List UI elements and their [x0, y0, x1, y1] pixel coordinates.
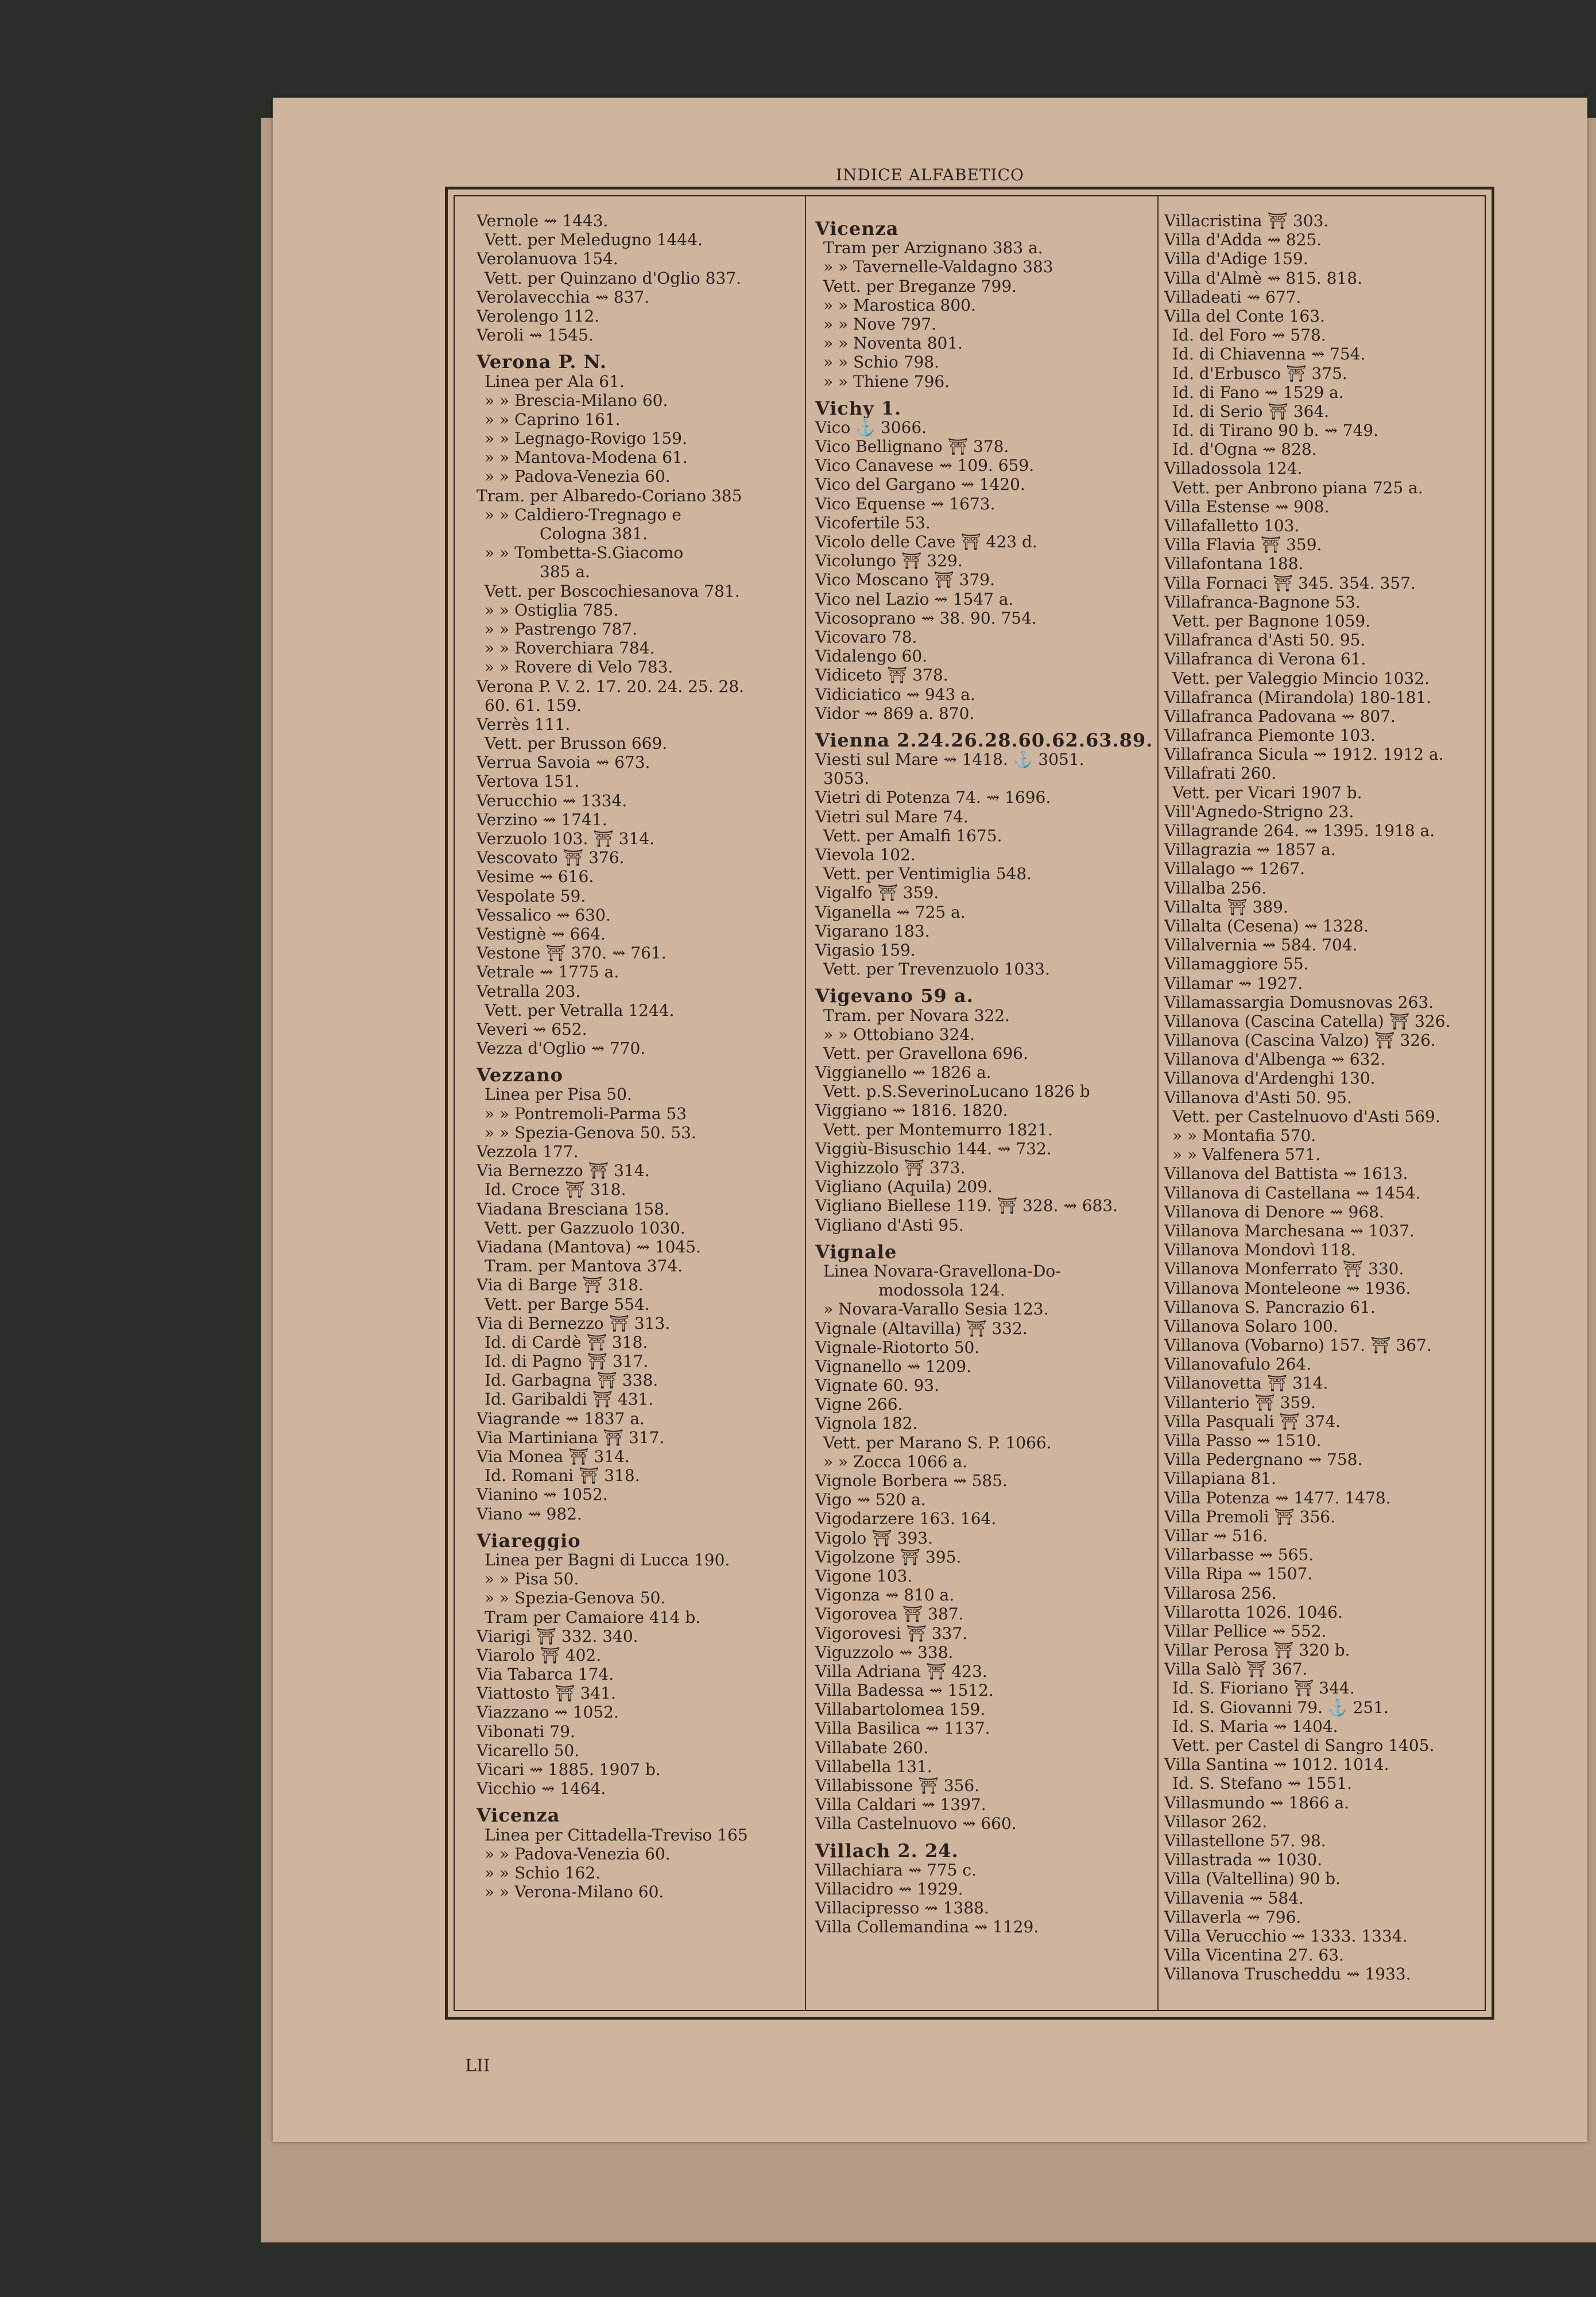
- index-entry: Viagrande ⇝ 1837 a.: [477, 1409, 645, 1428]
- index-entry: Vett. per Meledugno 1444.: [485, 230, 703, 250]
- index-entry: Vighizzolo ⛩ 373.: [815, 1158, 966, 1177]
- index-entry: Villabella 131.: [815, 1757, 932, 1776]
- index-entry: Villa Fornaci ⛩ 345. 354. 357.: [1164, 573, 1416, 593]
- index-entry: Vignale (Altavilla) ⛩ 332.: [815, 1318, 1028, 1338]
- index-entry: Villabissone ⛩ 356.: [815, 1776, 980, 1795]
- index-entry: Linea per Cittadella-Treviso 165: [485, 1825, 748, 1844]
- index-entry: 3053.: [823, 769, 870, 788]
- index-entry: Vett. per Marano S. P. 1066.: [823, 1433, 1052, 1452]
- index-entry: Via Monea ⛩ 314.: [477, 1447, 630, 1466]
- index-entry: Villafranca Piemonte 103.: [1164, 726, 1376, 745]
- index-entry: Villadossola 124.: [1164, 459, 1303, 478]
- index-entry: Vicosoprano ⇝ 38. 90. 754.: [815, 608, 1037, 628]
- index-entry: Linea per Pisa 50.: [485, 1085, 632, 1104]
- index-entry: Villa Collemandina ⇝ 1129.: [815, 1917, 1039, 1937]
- index-entry: Vigolzone ⛩ 395.: [815, 1547, 962, 1567]
- index-entry: Vianino ⇝ 1052.: [477, 1485, 608, 1505]
- index-entry: Vestignè ⇝ 664.: [477, 924, 606, 943]
- index-entry: Villanova S. Pancrazio 61.: [1164, 1297, 1376, 1317]
- index-entry: Vill'Agnedo-Strigno 23.: [1164, 802, 1354, 821]
- index-entry: Viesti sul Mare ⇝ 1418. ⚓ 3051.: [815, 750, 1084, 769]
- index-entry: Villa Badessa ⇝ 1512.: [815, 1681, 994, 1700]
- index-entry: Villanova d'Asti 50. 95.: [1164, 1088, 1352, 1107]
- index-entry: Vietri di Potenza 74. ⇝ 1696.: [815, 788, 1051, 807]
- index-entry: » » Zocca 1066 a.: [823, 1452, 968, 1471]
- index-entry: Vett. per Brusson 669.: [485, 734, 668, 753]
- index-entry: Villanovafulo 264.: [1164, 1355, 1312, 1374]
- index-entry: Vico del Gargano ⇝ 1420.: [815, 475, 1025, 494]
- index-entry: Vico Moscano ⛩ 379.: [815, 570, 995, 590]
- index-entry: modossola 124.: [878, 1281, 1005, 1300]
- index-entry: Villachiara ⇝ 775 c.: [815, 1860, 977, 1880]
- index-entry: Villa Salò ⛩ 367.: [1164, 1660, 1308, 1679]
- index-entry: Villa Verucchio ⇝ 1333. 1334.: [1164, 1926, 1408, 1946]
- index-entry: » » Schio 162.: [485, 1863, 601, 1882]
- index-entry: Vicofertile 53.: [815, 513, 931, 532]
- index-entry: Villalta ⛩ 389.: [1164, 897, 1288, 917]
- index-entry: Vignanello ⇝ 1209.: [815, 1356, 972, 1376]
- index-entry: Vett. per Boscochiesanova 781.: [485, 581, 740, 601]
- column-rule: [805, 196, 806, 2010]
- index-entry: Vett. per Montemurro 1821.: [823, 1120, 1053, 1139]
- index-heading: Vigevano 59 a.: [815, 987, 974, 1006]
- index-entry: Villa d'Adda ⇝ 825.: [1164, 230, 1322, 250]
- index-entry: Villamaggiore 55.: [1164, 954, 1309, 974]
- index-entry: » » Brescia-Milano 60.: [485, 390, 668, 410]
- index-entry: Id. d'Ogna ⇝ 828.: [1172, 440, 1317, 459]
- index-entry: Vignole Borbera ⇝ 585.: [815, 1471, 1008, 1490]
- index-entry: Villalta (Cesena) ⇝ 1328.: [1164, 916, 1369, 935]
- index-entry: Villasor 262.: [1164, 1812, 1268, 1831]
- index-entry: Vicari ⇝ 1885. 1907 b.: [477, 1760, 661, 1779]
- index-entry: Villastellone 57. 98.: [1164, 1831, 1326, 1850]
- index-entry: Id. di Serio ⛩ 364.: [1172, 401, 1330, 421]
- index-entry: Vett. per Amalfi 1675.: [823, 826, 1002, 845]
- index-entry: Viggiano ⇝ 1816. 1820.: [815, 1101, 1008, 1120]
- index-entry: » » Mantova-Modena 61.: [485, 448, 688, 467]
- index-entry: Villacristina ⛩ 303.: [1164, 211, 1329, 230]
- index-entry: Viadana Bresciana 158.: [477, 1199, 669, 1219]
- index-entry: Verolavecchia ⇝ 837.: [477, 287, 650, 307]
- index-entry: Vicolo delle Cave ⛩ 423 d.: [815, 532, 1037, 551]
- index-entry: Vico Bellignano ⛩ 378.: [815, 437, 1009, 457]
- index-entry: Vett. per Bagnone 1059.: [1172, 611, 1371, 631]
- index-entry: » » Verona-Milano 60.: [485, 1882, 664, 1902]
- index-entry: Villar ⇝ 516.: [1164, 1526, 1268, 1545]
- running-head: INDICE ALFABETICO: [836, 165, 1024, 184]
- index-frame: [445, 187, 1494, 2020]
- index-heading: Vicenza: [815, 219, 899, 239]
- index-entry: » » Pisa 50.: [485, 1569, 579, 1589]
- index-entry: » » Ottobiano 324.: [823, 1024, 975, 1044]
- index-entry: » » Tombetta-S.Giacomo: [485, 543, 684, 563]
- index-entry: Vett. per Valeggio Mincio 1032.: [1172, 668, 1430, 688]
- index-entry: Vett. per Breganze 799.: [823, 276, 1017, 296]
- index-entry: Vico ⚓ 3066.: [815, 417, 927, 437]
- index-entry: Villar Perosa ⛩ 320 b.: [1164, 1641, 1350, 1660]
- index-entry: Vett. per Quinzano d'Oglio 837.: [485, 268, 742, 288]
- index-entry: Villanova (Cascina Catella) ⛩ 326.: [1164, 1011, 1451, 1031]
- index-entry: » » Thiene 796.: [823, 372, 950, 391]
- index-entry: Villacidro ⇝ 1929.: [815, 1879, 963, 1898]
- index-entry: Villanterio ⛩ 359.: [1164, 1393, 1316, 1412]
- index-entry: Villarosa 256.: [1164, 1583, 1277, 1603]
- index-entry: Villa Potenza ⇝ 1477. 1478.: [1164, 1488, 1391, 1507]
- index-entry: Villa Estense ⇝ 908.: [1164, 497, 1330, 516]
- index-entry: Vidalengo 60.: [815, 647, 928, 666]
- index-entry: Villa Ripa ⇝ 1507.: [1164, 1564, 1313, 1584]
- index-entry: Vett. per Castel di Sangro 1405.: [1172, 1736, 1435, 1755]
- index-entry: » » Spezia-Genova 50.: [485, 1588, 666, 1608]
- index-entry: Villa Basilica ⇝ 1137.: [815, 1719, 990, 1738]
- index-entry: Villafranca (Mirandola) 180-181.: [1164, 687, 1432, 707]
- index-heading: Vienna 2.24.26.28.60.62.63.89.: [815, 730, 1153, 751]
- index-entry: Via Martiniana ⛩ 317.: [477, 1428, 665, 1447]
- index-entry: Id. di Cardè ⛩ 318.: [485, 1332, 648, 1352]
- index-entry: Villafalletto 103.: [1164, 516, 1300, 535]
- index-entry: » » Schio 798.: [823, 353, 940, 372]
- index-entry: Villa Pasquali ⛩ 374.: [1164, 1412, 1341, 1431]
- index-entry: Villanova d'Albenga ⇝ 632.: [1164, 1050, 1386, 1069]
- index-entry: Villanova Monferrato ⛩ 330.: [1164, 1259, 1404, 1279]
- index-entry: Villa d'Adige 159.: [1164, 249, 1308, 269]
- index-entry: Vicovaro 78.: [815, 627, 917, 647]
- index-entry: Id. Romani ⛩ 318.: [485, 1466, 640, 1486]
- index-entry: Vigliano Biellese 119. ⛩ 328. ⇝ 683.: [815, 1196, 1118, 1216]
- book-page: [273, 98, 1587, 2142]
- index-entry: Vidiceto ⛩ 378.: [815, 666, 948, 685]
- index-entry: Villalvernia ⇝ 584. 704.: [1164, 935, 1358, 955]
- index-entry: Verucchio ⇝ 1334.: [477, 791, 627, 810]
- index-entry: Vignola 182.: [815, 1414, 918, 1433]
- index-entry: Via Bernezzo ⛩ 314.: [477, 1161, 650, 1181]
- index-entry: » » Caldiero-Tregnago e: [485, 505, 681, 524]
- index-heading: Villach 2. 24.: [815, 1841, 959, 1861]
- index-entry: Id. Croce ⛩ 318.: [485, 1180, 626, 1200]
- index-entry: Vernole ⇝ 1443.: [477, 211, 609, 230]
- index-entry: Linea Novara-Gravellona-Do-: [823, 1261, 1061, 1281]
- index-entry: » » Valfenera 571.: [1172, 1145, 1321, 1165]
- index-entry: Viano ⇝ 982.: [477, 1504, 582, 1523]
- index-entry: Villa d'Almè ⇝ 815. 818.: [1164, 268, 1362, 288]
- index-entry: » Novara-Varallo Sesia 123.: [823, 1300, 1049, 1319]
- index-entry: Vett. per Castelnuovo d'Asti 569.: [1172, 1107, 1440, 1126]
- index-entry: Villafranca-Bagnone 53.: [1164, 592, 1361, 612]
- index-entry: Verrua Savoia ⇝ 673.: [477, 753, 650, 772]
- index-entry: Villa Passo ⇝ 1510.: [1164, 1431, 1322, 1450]
- index-entry: Villadeati ⇝ 677.: [1164, 287, 1301, 307]
- index-entry: Villa Flavia ⛩ 359.: [1164, 535, 1322, 555]
- index-entry: 60. 61. 159.: [485, 695, 582, 715]
- index-entry: Verolanuova 154.: [477, 249, 618, 269]
- index-entry: Villa del Conte 163.: [1164, 306, 1325, 326]
- index-entry: Vigo ⇝ 520 a.: [815, 1490, 926, 1510]
- index-entry: » » Marostica 800.: [823, 295, 976, 315]
- index-entry: » » Roverchiara 784.: [485, 639, 655, 658]
- index-entry: Vett. per Gazzuolo 1030.: [485, 1218, 685, 1238]
- index-entry: Vesime ⇝ 616.: [477, 867, 594, 887]
- index-entry: Veroli ⇝ 1545.: [477, 326, 594, 345]
- index-entry: Villanova d'Ardenghi 130.: [1164, 1069, 1376, 1088]
- index-entry: » » Pontremoli-Parma 53: [485, 1104, 687, 1123]
- index-entry: Vico nel Lazio ⇝ 1547 a.: [815, 589, 1014, 609]
- index-entry: Villanova di Castellana ⇝ 1454.: [1164, 1183, 1421, 1202]
- index-entry: Vetralla 203.: [477, 981, 581, 1001]
- index-entry: Vidiciatico ⇝ 943 a.: [815, 685, 975, 704]
- index-entry: Vigliano (Aquila) 209.: [815, 1177, 993, 1197]
- index-entry: Villarbasse ⇝ 565.: [1164, 1545, 1314, 1565]
- index-entry: Vigliano d'Asti 95.: [815, 1215, 964, 1235]
- index-entry: Villastrada ⇝ 1030.: [1164, 1850, 1323, 1870]
- index-entry: Villamar ⇝ 1927.: [1164, 973, 1303, 993]
- index-entry: Vestone ⛩ 370. ⇝ 761.: [477, 943, 667, 963]
- index-entry: Villagrazia ⇝ 1857 a.: [1164, 840, 1336, 860]
- index-entry: Id. Garibaldi ⛩ 431.: [485, 1390, 654, 1409]
- index-entry: Id. di Chiavenna ⇝ 754.: [1172, 345, 1366, 364]
- index-entry: Vett. per Ventimiglia 548.: [823, 864, 1032, 884]
- index-entry: Villafranca Padovana ⇝ 807.: [1164, 706, 1396, 726]
- index-entry: Vigalfo ⛩ 359.: [815, 883, 939, 903]
- index-entry: Vibonati 79.: [477, 1722, 575, 1741]
- index-entry: Linea per Ala 61.: [485, 372, 625, 391]
- index-column-1: [477, 211, 798, 1991]
- index-entry: Vigorovea ⛩ 387.: [815, 1604, 964, 1624]
- index-entry: Vessalico ⇝ 630.: [477, 905, 611, 925]
- index-entry: » » Ostiglia 785.: [485, 600, 619, 620]
- index-entry: Id. del Foro ⇝ 578.: [1172, 326, 1326, 345]
- index-entry: Viarolo ⛩ 402.: [477, 1645, 602, 1665]
- index-entry: Vigne 266.: [815, 1395, 903, 1414]
- index-heading: Vezzano: [477, 1066, 563, 1085]
- index-heading: Vignale: [815, 1242, 897, 1262]
- index-entry: Vetrale ⇝ 1775 a.: [477, 962, 619, 982]
- index-entry: Viganella ⇝ 725 a.: [815, 902, 966, 922]
- index-entry: Villanova Monteleone ⇝ 1936.: [1164, 1278, 1411, 1298]
- index-entry: Veveri ⇝ 652.: [477, 1019, 587, 1039]
- index-heading: Vicenza: [477, 1806, 560, 1826]
- index-entry: Cologna 381.: [540, 524, 648, 543]
- index-entry: Id. d'Erbusco ⛩ 375.: [1172, 364, 1347, 383]
- index-entry: Tram. per Mantova 374.: [485, 1256, 683, 1276]
- index-entry: Vidor ⇝ 869 a. 870.: [815, 703, 975, 723]
- index-entry: Via Tabarca 174.: [477, 1665, 614, 1684]
- index-entry: Villacipresso ⇝ 1388.: [815, 1898, 989, 1918]
- index-heading: Viareggio: [477, 1531, 581, 1550]
- index-entry: Vigolo ⛩ 393.: [815, 1528, 933, 1548]
- index-entry: » » Tavernelle-Valdagno 383: [823, 257, 1053, 277]
- index-entry: Villapiana 81.: [1164, 1469, 1277, 1488]
- index-entry: Villanova (Cascina Valzo) ⛩ 326.: [1164, 1031, 1436, 1050]
- index-entry: » » Noventa 801.: [823, 334, 963, 353]
- index-entry: Vezzola 177.: [477, 1142, 579, 1161]
- index-entry: Villa Adriana ⛩ 423.: [815, 1661, 987, 1681]
- index-entry: Vigonza ⇝ 810 a.: [815, 1586, 955, 1605]
- index-entry: Vigone 103.: [815, 1566, 913, 1586]
- index-entry: Villanova Solaro 100.: [1164, 1316, 1338, 1336]
- index-entry: Villanova Truscheddu ⇝ 1933.: [1164, 1965, 1411, 1984]
- index-entry: Villar Pellice ⇝ 552.: [1164, 1621, 1327, 1641]
- index-entry: Villafontana 188.: [1164, 554, 1304, 574]
- index-entry: Villabartolomea 159.: [815, 1700, 986, 1719]
- index-entry: Vett. per Vetralla 1244.: [485, 1000, 675, 1020]
- page-folio: LII: [465, 2056, 490, 2076]
- index-entry: Id. di Pagno ⛩ 317.: [485, 1352, 649, 1371]
- index-entry: Vico Equense ⇝ 1673.: [815, 494, 995, 513]
- index-entry: » » Rovere di Velo 783.: [485, 658, 673, 677]
- index-entry: Villanovetta ⛩ 314.: [1164, 1374, 1328, 1393]
- index-entry: Villafrati 260.: [1164, 764, 1277, 783]
- index-entry: Villalba 256.: [1164, 878, 1267, 898]
- index-entry: Vignate 60. 93.: [815, 1376, 940, 1395]
- index-entry: Id. S. Giovanni 79. ⚓ 251.: [1172, 1697, 1389, 1717]
- index-entry: Villa Premoli ⛩ 356.: [1164, 1507, 1335, 1526]
- index-entry: Viggianello ⇝ 1826 a.: [815, 1063, 991, 1082]
- index-heading: Verona P. N.: [477, 353, 607, 372]
- index-entry: Tram per Arzignano 383 a.: [823, 238, 1043, 258]
- index-entry: Viarigi ⛩ 332. 340.: [477, 1626, 638, 1646]
- index-entry: Vicarello 50.: [477, 1741, 580, 1760]
- index-entry: Villasmundo ⇝ 1866 a.: [1164, 1793, 1350, 1812]
- index-entry: Vezza d'Oglio ⇝ 770.: [477, 1039, 646, 1058]
- index-entry: » » Spezia-Genova 50. 53.: [485, 1123, 696, 1142]
- index-entry: Villanova del Battista ⇝ 1613.: [1164, 1164, 1408, 1184]
- index-entry: Vett. per Gravellona 696.: [823, 1043, 1028, 1063]
- index-column-2: [815, 211, 1154, 1991]
- index-entry: Linea per Bagni di Lucca 190.: [485, 1550, 730, 1569]
- index-entry: Villanova Marchesana ⇝ 1037.: [1164, 1221, 1415, 1240]
- index-entry: Villa Vicentina 27. 63.: [1164, 1946, 1344, 1965]
- index-entry: Vescovato ⛩ 376.: [477, 848, 625, 868]
- index-entry: Villa (Valtellina) 90 b.: [1164, 1869, 1341, 1889]
- index-entry: Vigarano 183.: [815, 921, 930, 941]
- index-entry: Id. S. Maria ⇝ 1404.: [1172, 1716, 1338, 1736]
- index-entry: Viazzano ⇝ 1052.: [477, 1703, 619, 1722]
- index-entry: Villa Caldari ⇝ 1397.: [815, 1795, 986, 1815]
- index-entry: Villafranca di Verona 61.: [1164, 649, 1366, 669]
- index-entry: Id. S. Stefano ⇝ 1551.: [1172, 1774, 1353, 1793]
- index-entry: Vievola 102.: [815, 845, 916, 864]
- index-entry: Vett. per Barge 554.: [485, 1294, 650, 1314]
- index-entry: Verrès 111.: [477, 714, 571, 734]
- index-entry: Vigasio 159.: [815, 940, 916, 960]
- index-entry: Villafranca Sicula ⇝ 1912. 1912 a.: [1164, 745, 1444, 764]
- index-entry: Villamassargia Domusnovas 263.: [1164, 992, 1434, 1012]
- index-entry: » » Nove 797.: [823, 314, 937, 334]
- index-entry: Vigorovesi ⛩ 337.: [815, 1623, 968, 1643]
- index-entry: Vett. per Trevenzuolo 1033.: [823, 960, 1050, 979]
- index-entry: Vespolate 59.: [477, 886, 586, 906]
- index-entry: Villagrande 264. ⇝ 1395. 1918 a.: [1164, 821, 1435, 840]
- index-entry: Id. Garbagna ⛩ 338.: [485, 1371, 658, 1390]
- index-entry: 385 a.: [540, 562, 590, 582]
- index-column-3: [1164, 211, 1486, 1991]
- index-entry: Viattosto ⛩ 341.: [477, 1684, 616, 1703]
- index-entry: Vico Canavese ⇝ 109. 659.: [815, 456, 1035, 475]
- index-entry: Vett. per Vicari 1907 b.: [1172, 783, 1362, 802]
- index-entry: » » Montafia 570.: [1172, 1126, 1316, 1145]
- index-entry: Villaverla ⇝ 796.: [1164, 1907, 1301, 1927]
- index-entry: Vertova 151.: [477, 772, 580, 791]
- index-entry: Villa Pedergnano ⇝ 758.: [1164, 1450, 1363, 1470]
- index-entry: Villa Santina ⇝ 1012. 1014.: [1164, 1755, 1389, 1774]
- index-entry: Verolengo 112.: [477, 306, 600, 326]
- index-entry: Id. S. Fioriano ⛩ 344.: [1172, 1679, 1355, 1698]
- index-entry: Villa Castelnuovo ⇝ 660.: [815, 1814, 1017, 1834]
- index-entry: » » Caprino 161.: [485, 409, 621, 429]
- index-entry: Tram. per Albaredo-Coriano 385: [477, 486, 742, 505]
- index-entry: » » Pastrengo 787.: [485, 619, 637, 639]
- index-entry: Verzuolo 103. ⛩ 314.: [477, 829, 654, 848]
- index-entry: » » Padova-Venezia 60.: [485, 1844, 671, 1863]
- index-entry: Via di Barge ⛩ 318.: [477, 1275, 644, 1295]
- index-entry: Verona P. V. 2. 17. 20. 24. 25. 28.: [477, 676, 745, 696]
- index-entry: » » Padova-Venezia 60.: [485, 467, 671, 486]
- index-entry: Id. di Fano ⇝ 1529 a.: [1172, 382, 1344, 402]
- column-rule: [1157, 196, 1159, 2010]
- index-entry: Villanova di Denore ⇝ 968.: [1164, 1202, 1384, 1221]
- index-entry: Via di Bernezzo ⛩ 313.: [477, 1313, 671, 1333]
- index-entry: Viguzzolo ⇝ 338.: [815, 1642, 954, 1662]
- index-heading: Vichy 1.: [815, 399, 902, 418]
- index-entry: Verzino ⇝ 1741.: [477, 810, 607, 829]
- index-entry: » » Legnago-Rovigo 159.: [485, 429, 687, 448]
- index-entry: Viadana (Mantova) ⇝ 1045.: [477, 1237, 701, 1256]
- index-entry: Viggiù-Bisuschio 144. ⇝ 732.: [815, 1139, 1052, 1158]
- index-entry: Villafranca d'Asti 50. 95.: [1164, 631, 1366, 650]
- index-entry: Villavenia ⇝ 584.: [1164, 1888, 1304, 1908]
- index-entry: Tram per Camaiore 414 b.: [485, 1607, 701, 1627]
- index-entry: Vicchio ⇝ 1464.: [477, 1779, 606, 1799]
- index-entry: Villanova (Vobarno) 157. ⛩ 367.: [1164, 1336, 1432, 1355]
- index-entry: Vicolungo ⛩ 329.: [815, 551, 963, 571]
- index-entry: Villanova Mondovì 118.: [1164, 1240, 1356, 1260]
- index-entry: Vett. p.S.SeverinoLucano 1826 b: [823, 1082, 1090, 1101]
- index-entry: Villalago ⇝ 1267.: [1164, 859, 1306, 879]
- index-entry: Id. di Tirano 90 b. ⇝ 749.: [1172, 421, 1379, 440]
- index-entry: Vignale-Riotorto 50.: [815, 1337, 980, 1357]
- index-entry: Tram. per Novara 322.: [823, 1006, 1010, 1025]
- index-entry: Vett. per Anbrono piana 725 a.: [1172, 478, 1423, 497]
- index-entry: Villarotta 1026. 1046.: [1164, 1602, 1343, 1622]
- index-entry: Villabate 260.: [815, 1738, 928, 1757]
- index-entry: Vietri sul Mare 74.: [815, 807, 969, 826]
- index-entry: Vigodarzere 163. 164.: [815, 1509, 997, 1529]
